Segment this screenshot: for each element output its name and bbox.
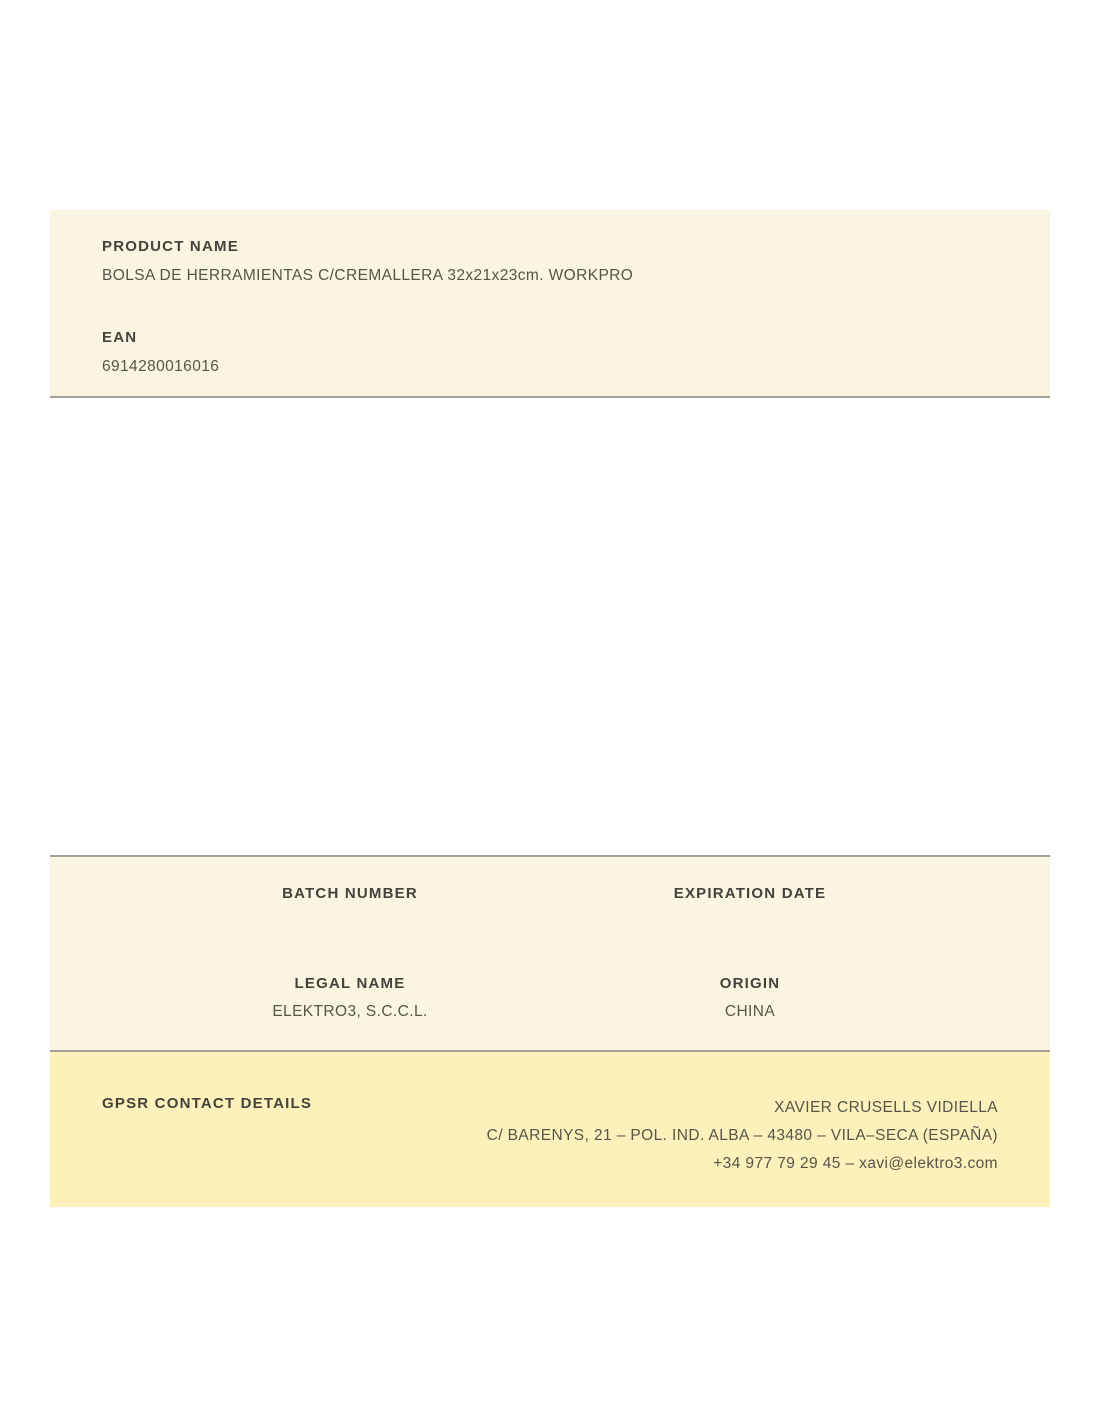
origin-label: ORIGIN [719,975,781,992]
legal-name-value: ELEKTRO3, S.C.C.L. [272,1003,428,1020]
origin-group [550,974,950,1022]
batch-header-row [150,884,950,904]
contact-name: XAVIER CRUSELLS VIDIELLA [774,1099,998,1116]
contact-address: C/ BARENYS, 21 – POL. IND. ALBA – 43480 – VILA–SECA (ESPAÑA) [486,1127,998,1144]
ean-value: 6914280016016 [102,358,220,375]
gpsr-contact-section [50,1052,1050,1207]
ean-label: EAN [102,329,138,346]
product-name-label: PRODUCT NAME [102,238,239,255]
legal-origin-row [150,974,950,1022]
gpsr-section-label: GPSR CONTACT DETAILS [102,1095,313,1112]
origin-value: CHINA [724,1003,776,1020]
batch-info-section [50,855,1050,1052]
expiration-date-label: EXPIRATION DATE [673,885,827,902]
contact-phone-email: +34 977 79 29 45 – xavi@elektro3.com [713,1155,998,1172]
product-name-value: BOLSA DE HERRAMIENTAS C/CREMALLERA 32x21x23cm. WORKPRO [102,267,634,284]
batch-number-label: BATCH NUMBER [282,885,418,902]
legal-name-group [150,974,550,1022]
product-info-section [50,210,1050,398]
legal-name-label: LEGAL NAME [294,975,406,992]
gpsr-contact-block [487,1094,998,1178]
